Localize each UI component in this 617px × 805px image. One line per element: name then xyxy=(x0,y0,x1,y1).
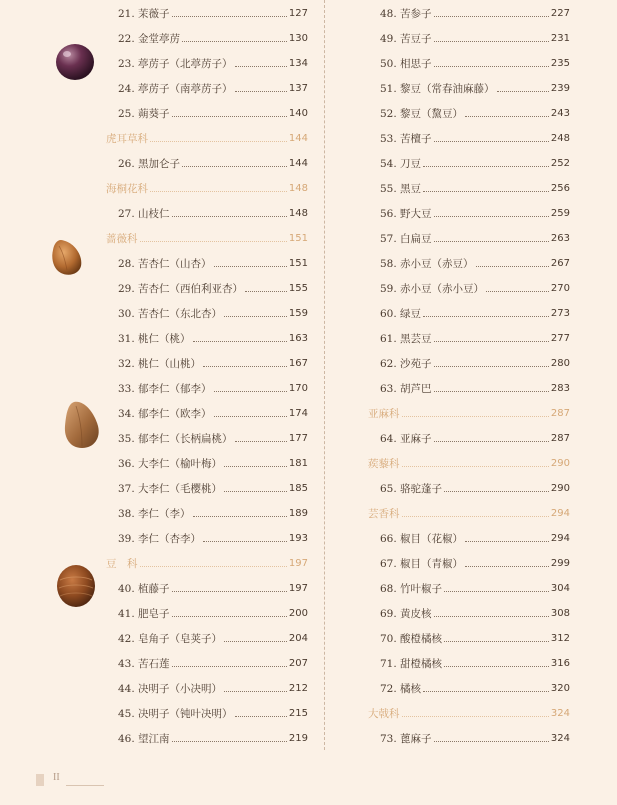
dot-leader xyxy=(434,740,549,742)
entry-title: 34. 郁李仁（欧李） xyxy=(118,408,212,420)
dot-leader xyxy=(444,490,549,492)
dot-leader xyxy=(434,340,549,342)
dot-leader xyxy=(444,590,549,592)
entry-title: 31. 桃仁（桃） xyxy=(118,333,191,345)
entry-title: 45. 决明子（钝叶决明） xyxy=(118,708,233,720)
dot-leader xyxy=(465,565,549,567)
toc-entry[interactable] xyxy=(106,479,308,499)
toc-entry[interactable] xyxy=(106,704,308,724)
page-number: 197 xyxy=(288,558,308,569)
entry-title: 52. 黎豆（黧豆） xyxy=(380,108,464,120)
dot-leader xyxy=(150,140,287,142)
page-number: 177 xyxy=(288,433,308,444)
dot-leader xyxy=(423,315,549,317)
toc-family-heading[interactable] xyxy=(368,504,570,524)
toc-entry[interactable] xyxy=(368,229,570,249)
column-divider xyxy=(324,0,325,750)
entry-title: 46. 望江南 xyxy=(118,733,170,745)
dot-leader xyxy=(235,90,287,92)
dot-leader xyxy=(444,665,549,667)
dot-leader xyxy=(402,415,549,417)
footer-rule xyxy=(66,785,104,786)
entry-title: 51. 黎豆（常春油麻藤） xyxy=(380,83,495,95)
page-number: 270 xyxy=(550,283,570,294)
entry-title: 64. 亚麻子 xyxy=(380,433,432,445)
entry-title: 63. 胡芦巴 xyxy=(380,383,432,395)
entry-title: 62. 沙苑子 xyxy=(380,358,432,370)
page-number: 219 xyxy=(288,733,308,744)
page-number: 144 xyxy=(288,158,308,169)
dot-leader xyxy=(224,315,287,317)
family-name: 蔷薇科 xyxy=(106,233,138,245)
page-number: 148 xyxy=(288,208,308,219)
page-number: 320 xyxy=(550,683,570,694)
dot-leader xyxy=(245,290,287,292)
dot-leader xyxy=(193,515,287,517)
toc-entry[interactable] xyxy=(368,629,570,649)
toc-entry[interactable] xyxy=(368,129,570,149)
page-number: 197 xyxy=(288,583,308,594)
brown-seed-illustration xyxy=(60,400,102,450)
entry-title: 30. 苦杏仁（东北杏） xyxy=(118,308,223,320)
page-number: 215 xyxy=(288,708,308,719)
dot-leader xyxy=(172,590,287,592)
entry-title: 27. 山枝仁 xyxy=(118,208,170,220)
page-number: 148 xyxy=(288,183,308,194)
family-name: 豆 科 xyxy=(106,558,138,570)
toc-family-heading[interactable] xyxy=(368,404,570,424)
page-number: 144 xyxy=(288,133,308,144)
page-number: 134 xyxy=(288,58,308,69)
page-number: 290 xyxy=(550,483,570,494)
family-name: 芸香科 xyxy=(368,508,400,520)
page-number: 181 xyxy=(288,458,308,469)
page-number: 227 xyxy=(550,8,570,19)
toc-entry[interactable] xyxy=(106,79,308,99)
toc-entry[interactable] xyxy=(368,679,570,699)
page-number: 308 xyxy=(550,608,570,619)
dot-leader xyxy=(193,340,287,342)
entry-title: 38. 李仁（李） xyxy=(118,508,191,520)
entry-title: 41. 肥皂子 xyxy=(118,608,170,620)
page-number: 212 xyxy=(288,683,308,694)
page-number: 151 xyxy=(288,258,308,269)
family-name: 虎耳草科 xyxy=(106,133,148,145)
dot-leader xyxy=(486,290,549,292)
toc-entry[interactable] xyxy=(106,579,308,599)
toc-entry[interactable] xyxy=(368,329,570,349)
dot-leader xyxy=(434,15,549,17)
toc-entry[interactable] xyxy=(368,254,570,274)
toc-entry[interactable] xyxy=(368,54,570,74)
entry-title: 69. 黄皮核 xyxy=(380,608,432,620)
toc-entry[interactable] xyxy=(106,104,308,124)
page-number: 167 xyxy=(288,358,308,369)
dot-leader xyxy=(434,65,549,67)
entry-title: 65. 骆驼蓬子 xyxy=(380,483,443,495)
dot-leader xyxy=(434,440,549,442)
toc-entry[interactable] xyxy=(106,54,308,74)
dot-leader xyxy=(434,365,549,367)
toc-entry[interactable] xyxy=(368,104,570,124)
toc-entry[interactable] xyxy=(106,429,308,449)
toc-entry[interactable] xyxy=(106,29,308,49)
dot-leader xyxy=(182,40,287,42)
acorn-seed-illustration xyxy=(54,562,98,610)
entry-title: 67. 椒目（青椒） xyxy=(380,558,464,570)
page-number: 239 xyxy=(550,83,570,94)
entry-title: 72. 橘核 xyxy=(380,683,422,695)
dot-leader xyxy=(402,465,549,467)
toc-entry[interactable] xyxy=(368,304,570,324)
page-number: 155 xyxy=(288,283,308,294)
page-number: 252 xyxy=(550,158,570,169)
entry-title: 24. 葶苈子（南葶苈子） xyxy=(118,83,233,95)
page-number: 170 xyxy=(288,383,308,394)
entry-title: 70. 酸橙橘核 xyxy=(380,633,443,645)
toc-entry[interactable] xyxy=(368,604,570,624)
entry-title: 36. 大李仁（榆叶梅） xyxy=(118,458,223,470)
dot-leader xyxy=(465,540,549,542)
toc-entry[interactable] xyxy=(368,204,570,224)
entry-title: 37. 大李仁（毛樱桃） xyxy=(118,483,223,495)
dot-leader xyxy=(214,390,287,392)
toc-entry[interactable] xyxy=(106,729,308,749)
page-number: 130 xyxy=(288,33,308,44)
dot-leader xyxy=(434,140,549,142)
toc-family-heading[interactable] xyxy=(106,129,308,149)
dot-leader xyxy=(172,615,287,617)
page-number: 207 xyxy=(288,658,308,669)
toc-entry[interactable] xyxy=(368,579,570,599)
toc-entry[interactable] xyxy=(368,4,570,24)
family-name: 海桐花科 xyxy=(106,183,148,195)
entry-title: 59. 赤小豆（赤小豆） xyxy=(380,283,485,295)
toc-entry[interactable] xyxy=(106,404,308,424)
toc-entry[interactable] xyxy=(106,679,308,699)
entry-title: 56. 野大豆 xyxy=(380,208,432,220)
footer-tab-mark xyxy=(36,774,44,786)
toc-entry[interactable] xyxy=(368,179,570,199)
entry-title: 44. 决明子（小决明） xyxy=(118,683,223,695)
toc-entry[interactable] xyxy=(368,429,570,449)
dot-leader xyxy=(235,440,287,442)
dot-leader xyxy=(214,265,287,267)
page-number: 287 xyxy=(550,433,570,444)
page-number: 294 xyxy=(550,508,570,519)
page-number: 304 xyxy=(550,583,570,594)
entry-title: 48. 苦参子 xyxy=(380,8,432,20)
page-number: 299 xyxy=(550,558,570,569)
dot-leader xyxy=(224,490,287,492)
entry-title: 50. 相思子 xyxy=(380,58,432,70)
dot-leader xyxy=(140,565,287,567)
page-number: 127 xyxy=(288,8,308,19)
page-number: 256 xyxy=(550,183,570,194)
dot-leader xyxy=(203,540,287,542)
page-number: 283 xyxy=(550,383,570,394)
toc-entry[interactable] xyxy=(368,554,570,574)
toc-entry[interactable] xyxy=(106,629,308,649)
entry-title: 29. 苦杏仁（西伯利亚杏） xyxy=(118,283,244,295)
entry-title: 25. 蒴葵子 xyxy=(118,108,170,120)
footer-page-number: II xyxy=(53,772,60,783)
entry-title: 68. 竹叶椒子 xyxy=(380,583,443,595)
page-number: 248 xyxy=(550,133,570,144)
dot-leader xyxy=(497,90,549,92)
family-name: 亚麻科 xyxy=(368,408,400,420)
entry-title: 55. 黑豆 xyxy=(380,183,422,195)
dot-leader xyxy=(172,115,287,117)
entry-title: 58. 赤小豆（赤豆） xyxy=(380,258,474,270)
toc-entry[interactable] xyxy=(106,304,308,324)
entry-title: 39. 李仁（杏李） xyxy=(118,533,202,545)
entry-title: 28. 苦杏仁（山杏） xyxy=(118,258,212,270)
page-number: 235 xyxy=(550,58,570,69)
page-number: 267 xyxy=(550,258,570,269)
dot-leader xyxy=(434,240,549,242)
page-number: 324 xyxy=(550,708,570,719)
page-number: 159 xyxy=(288,308,308,319)
dot-leader xyxy=(423,690,549,692)
dot-leader xyxy=(182,165,287,167)
dot-leader xyxy=(434,215,549,217)
dot-leader xyxy=(434,390,549,392)
page-number: 200 xyxy=(288,608,308,619)
dot-leader xyxy=(476,265,549,267)
toc-entry[interactable] xyxy=(106,504,308,524)
dot-leader xyxy=(402,515,549,517)
purple-seed-illustration xyxy=(53,40,97,84)
page-number: 193 xyxy=(288,533,308,544)
toc-entry[interactable] xyxy=(368,529,570,549)
family-name: 蒺藜科 xyxy=(368,458,400,470)
toc-entry[interactable] xyxy=(106,529,308,549)
toc-entry[interactable] xyxy=(368,729,570,749)
page-number: 243 xyxy=(550,108,570,119)
page-number: 312 xyxy=(550,633,570,644)
toc-family-heading[interactable] xyxy=(106,179,308,199)
family-name: 大戟科 xyxy=(368,708,400,720)
toc-entry[interactable] xyxy=(368,29,570,49)
dot-leader xyxy=(402,715,549,717)
toc-entry[interactable] xyxy=(368,279,570,299)
entry-title: 66. 椒目（花椒） xyxy=(380,533,464,545)
entry-title: 23. 葶苈子（北葶苈子） xyxy=(118,58,233,70)
page-number: 324 xyxy=(550,733,570,744)
almond-seed-illustration xyxy=(49,238,85,278)
toc-entry[interactable] xyxy=(106,454,308,474)
dot-leader xyxy=(465,115,549,117)
entry-title: 71. 甜橙橘核 xyxy=(380,658,443,670)
toc-entry[interactable] xyxy=(106,254,308,274)
entry-title: 57. 白扁豆 xyxy=(380,233,432,245)
entry-title: 33. 郁李仁（郁李） xyxy=(118,383,212,395)
dot-leader xyxy=(224,640,287,642)
page-number: 294 xyxy=(550,533,570,544)
toc-entry[interactable] xyxy=(368,479,570,499)
toc-entry[interactable] xyxy=(106,354,308,374)
page-number: 316 xyxy=(550,658,570,669)
page-number: 273 xyxy=(550,308,570,319)
dot-leader xyxy=(172,215,287,217)
dot-leader xyxy=(235,715,287,717)
page-number: 151 xyxy=(288,233,308,244)
dot-leader xyxy=(423,190,549,192)
entry-title: 26. 黑加仑子 xyxy=(118,158,181,170)
dot-leader xyxy=(224,690,287,692)
entry-title: 32. 桃仁（山桃） xyxy=(118,358,202,370)
toc-entry[interactable] xyxy=(106,604,308,624)
dot-leader xyxy=(150,190,287,192)
dot-leader xyxy=(172,740,287,742)
page-number: 185 xyxy=(288,483,308,494)
dot-leader xyxy=(214,415,287,417)
entry-title: 40. 植藤子 xyxy=(118,583,170,595)
toc-entry[interactable] xyxy=(368,654,570,674)
toc-entry[interactable] xyxy=(106,329,308,349)
entry-title: 42. 皂角子（皂荚子） xyxy=(118,633,223,645)
page-number: 259 xyxy=(550,208,570,219)
dot-leader xyxy=(224,465,287,467)
entry-title: 53. 苦檀子 xyxy=(380,133,432,145)
toc-entry[interactable] xyxy=(106,4,308,24)
entry-title: 21. 茉薇子 xyxy=(118,8,170,20)
page-number: 163 xyxy=(288,333,308,344)
toc-entry[interactable] xyxy=(106,279,308,299)
page-number: 290 xyxy=(550,458,570,469)
toc-entry[interactable] xyxy=(368,79,570,99)
toc-entry[interactable] xyxy=(368,379,570,399)
toc-family-heading[interactable] xyxy=(368,704,570,724)
toc-entry[interactable] xyxy=(368,354,570,374)
toc-entry[interactable] xyxy=(368,154,570,174)
page-number: 280 xyxy=(550,358,570,369)
toc-family-heading[interactable] xyxy=(368,454,570,474)
page-number: 263 xyxy=(550,233,570,244)
page-number: 231 xyxy=(550,33,570,44)
entry-title: 35. 郁李仁（长柄扁桃） xyxy=(118,433,233,445)
dot-leader xyxy=(444,640,549,642)
dot-leader xyxy=(140,240,287,242)
page-number: 174 xyxy=(288,408,308,419)
entry-title: 61. 黑芸豆 xyxy=(380,333,432,345)
entry-title: 43. 苦石莲 xyxy=(118,658,170,670)
page-number: 287 xyxy=(550,408,570,419)
entry-title: 22. 金堂葶苈 xyxy=(118,33,181,45)
toc-family-heading[interactable] xyxy=(106,229,308,249)
page-number: 189 xyxy=(288,508,308,519)
toc-family-heading[interactable] xyxy=(106,554,308,574)
entry-title: 60. 绿豆 xyxy=(380,308,422,320)
page-number: 204 xyxy=(288,633,308,644)
dot-leader xyxy=(434,40,549,42)
page-number: 137 xyxy=(288,83,308,94)
toc-entry[interactable] xyxy=(106,379,308,399)
entry-title: 54. 刀豆 xyxy=(380,158,422,170)
page-number: 140 xyxy=(288,108,308,119)
dot-leader xyxy=(423,165,549,167)
toc-entry[interactable] xyxy=(106,654,308,674)
dot-leader xyxy=(235,65,287,67)
entry-title: 73. 蓖麻子 xyxy=(380,733,432,745)
dot-leader xyxy=(172,665,287,667)
page-number: 277 xyxy=(550,333,570,344)
entry-title: 49. 苦豆子 xyxy=(380,33,432,45)
toc-entry[interactable] xyxy=(106,204,308,224)
dot-leader xyxy=(203,365,287,367)
dot-leader xyxy=(172,15,287,17)
dot-leader xyxy=(434,615,549,617)
toc-entry[interactable] xyxy=(106,154,308,174)
